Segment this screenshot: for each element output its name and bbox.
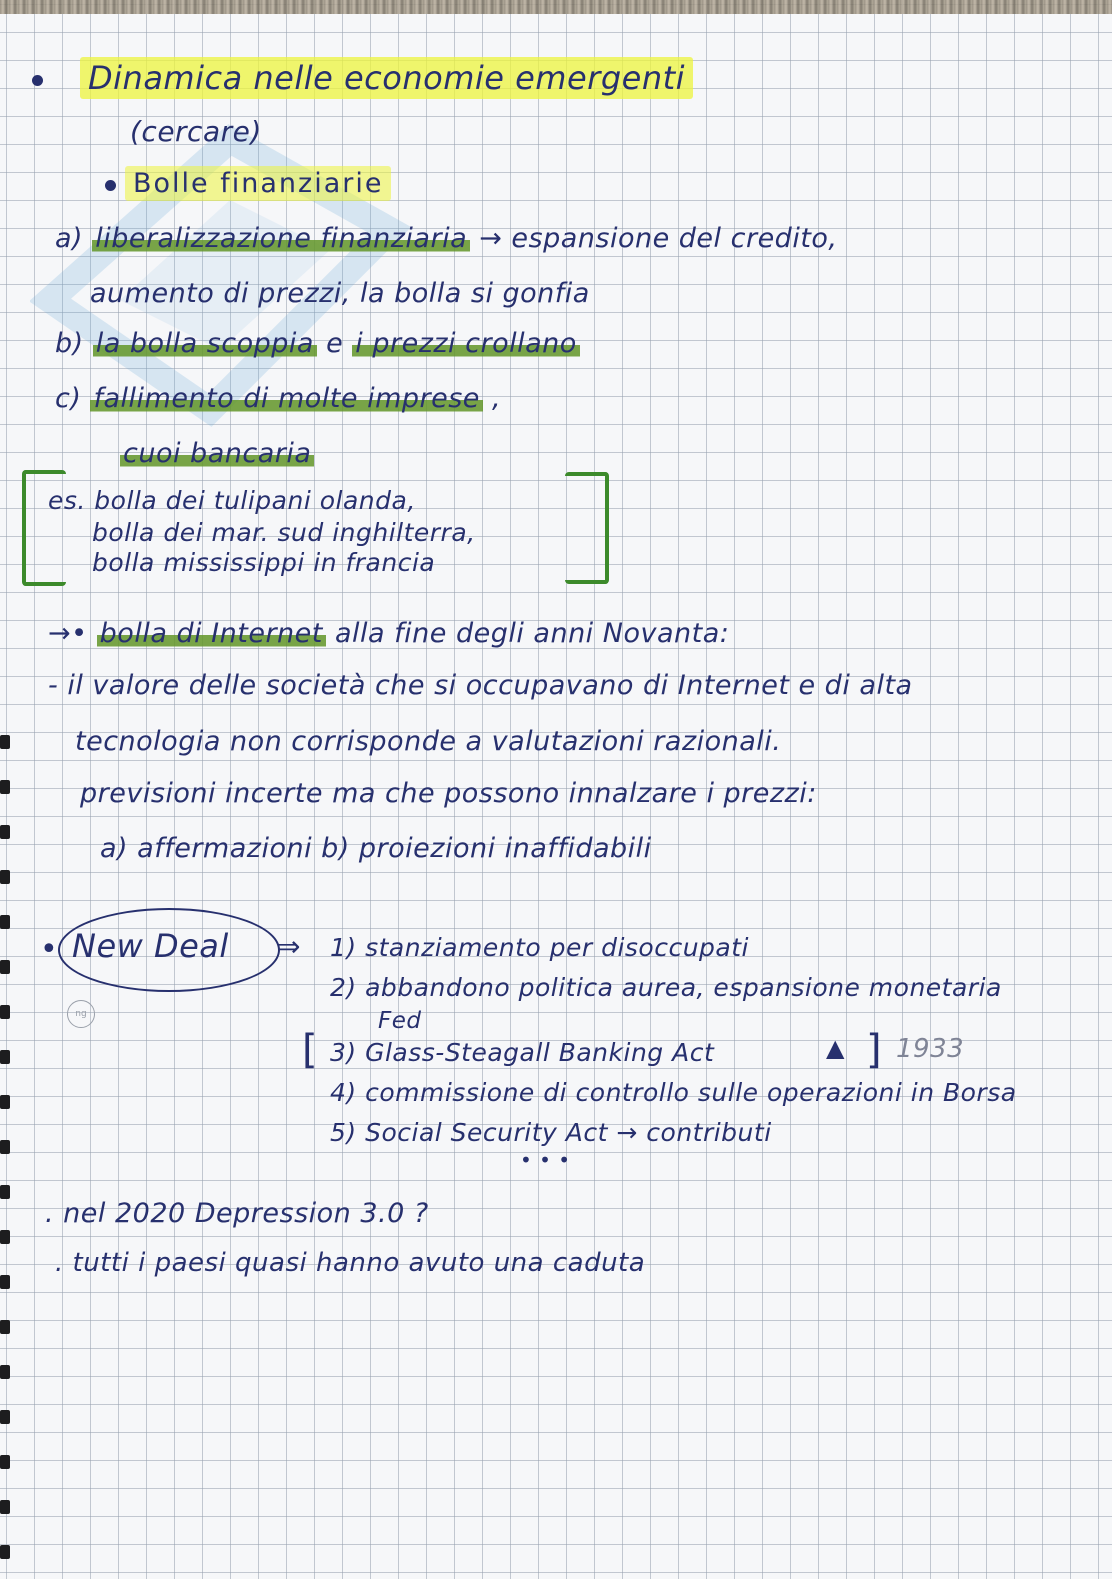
- spiral-ring: [0, 1230, 10, 1244]
- bracket-right: [565, 472, 609, 584]
- spiral-ring: [0, 825, 10, 839]
- spiral-ring: [0, 1275, 10, 1289]
- spiral-ring: [0, 1140, 10, 1154]
- year-note: 1933: [896, 1034, 965, 1064]
- warning-icon: ▲: [826, 1034, 845, 1062]
- title-note: (cercare): [130, 115, 262, 148]
- spiral-ring: [0, 1320, 10, 1334]
- spiral-ring: [0, 1545, 10, 1559]
- new-deal-item: 2) abbandono politica aurea, espansione monetaria: [330, 973, 1002, 1002]
- new-deal-label: New Deal: [72, 927, 229, 965]
- example-line: bolla dei mar. sud inghilterra,: [92, 518, 476, 547]
- bullet-dot: [32, 75, 43, 86]
- ellipsis-dots: • • •: [520, 1148, 571, 1172]
- spiral-ring: [0, 1050, 10, 1064]
- internet-line: - il valore delle società che si occupavano di Internet e di alta: [48, 670, 913, 701]
- spiral-ring: [0, 915, 10, 929]
- example-line: es. bolla dei tulipani olanda,: [48, 486, 416, 515]
- internet-line: a) affermazioni b) proiezioni inaffidabili: [100, 833, 652, 864]
- new-deal-item: 1) stanziamento per disoccupati: [330, 933, 749, 962]
- new-deal-item-note: Fed: [378, 1008, 422, 1034]
- step-a-continued: aumento di prezzi, la bolla si gonfia: [90, 278, 590, 309]
- spiral-ring: [0, 1455, 10, 1469]
- new-deal-item: 4) commissione di controllo sulle operazioni in Borsa: [330, 1078, 1017, 1107]
- spiral-ring: [0, 1095, 10, 1109]
- new-deal-item: 3) Glass-Steagall Banking Act: [330, 1038, 715, 1067]
- closing-line: . tutti i paesi quasi hanno avuto una caduta: [55, 1248, 646, 1278]
- new-deal-item: 5) Social Security Act → contributi: [330, 1118, 772, 1147]
- spiral-ring: [0, 1365, 10, 1379]
- page-title: Dinamica nelle economie emergenti: [80, 62, 693, 94]
- spiral-ring: [0, 1500, 10, 1514]
- bullet-mark: •: [40, 932, 59, 967]
- internet-line: tecnologia non corrisponde a valutazioni razionali.: [75, 726, 782, 757]
- step-b: b) la bolla scoppia e i prezzi crollano: [55, 330, 580, 357]
- stamp-icon: ng: [67, 1000, 95, 1028]
- step-a: a) liberalizzazione finanziaria → espansione del credito,: [55, 223, 838, 254]
- spiral-ring: [0, 780, 10, 794]
- spiral-ring: [0, 1185, 10, 1199]
- closing-line: . nel 2020 Depression 3.0 ?: [45, 1198, 429, 1229]
- square-bracket-open: [: [302, 1027, 318, 1073]
- fabric-edge: [0, 0, 1112, 14]
- example-line: bolla mississippi in francia: [92, 548, 436, 577]
- step-c: c) fallimento di molte imprese ,: [55, 383, 502, 414]
- spiral-ring: [0, 1410, 10, 1424]
- section-heading-bubbles: Bolle finanziarie: [125, 170, 391, 197]
- spiral-ring: [0, 735, 10, 749]
- new-deal-arrow: ⇒: [277, 930, 301, 963]
- spiral-ring: [0, 870, 10, 884]
- internet-bubble-heading: →• bolla di Internet alla fine degli anni Novanta:: [48, 618, 730, 649]
- square-bracket-close: ]: [866, 1027, 882, 1073]
- step-c-continued: cuoi bancaria: [120, 440, 314, 467]
- bullet-dot: [105, 180, 116, 191]
- spiral-ring: [0, 960, 10, 974]
- internet-line: previsioni incerte ma che possono innalzare i prezzi:: [80, 778, 817, 809]
- spiral-ring: [0, 1005, 10, 1019]
